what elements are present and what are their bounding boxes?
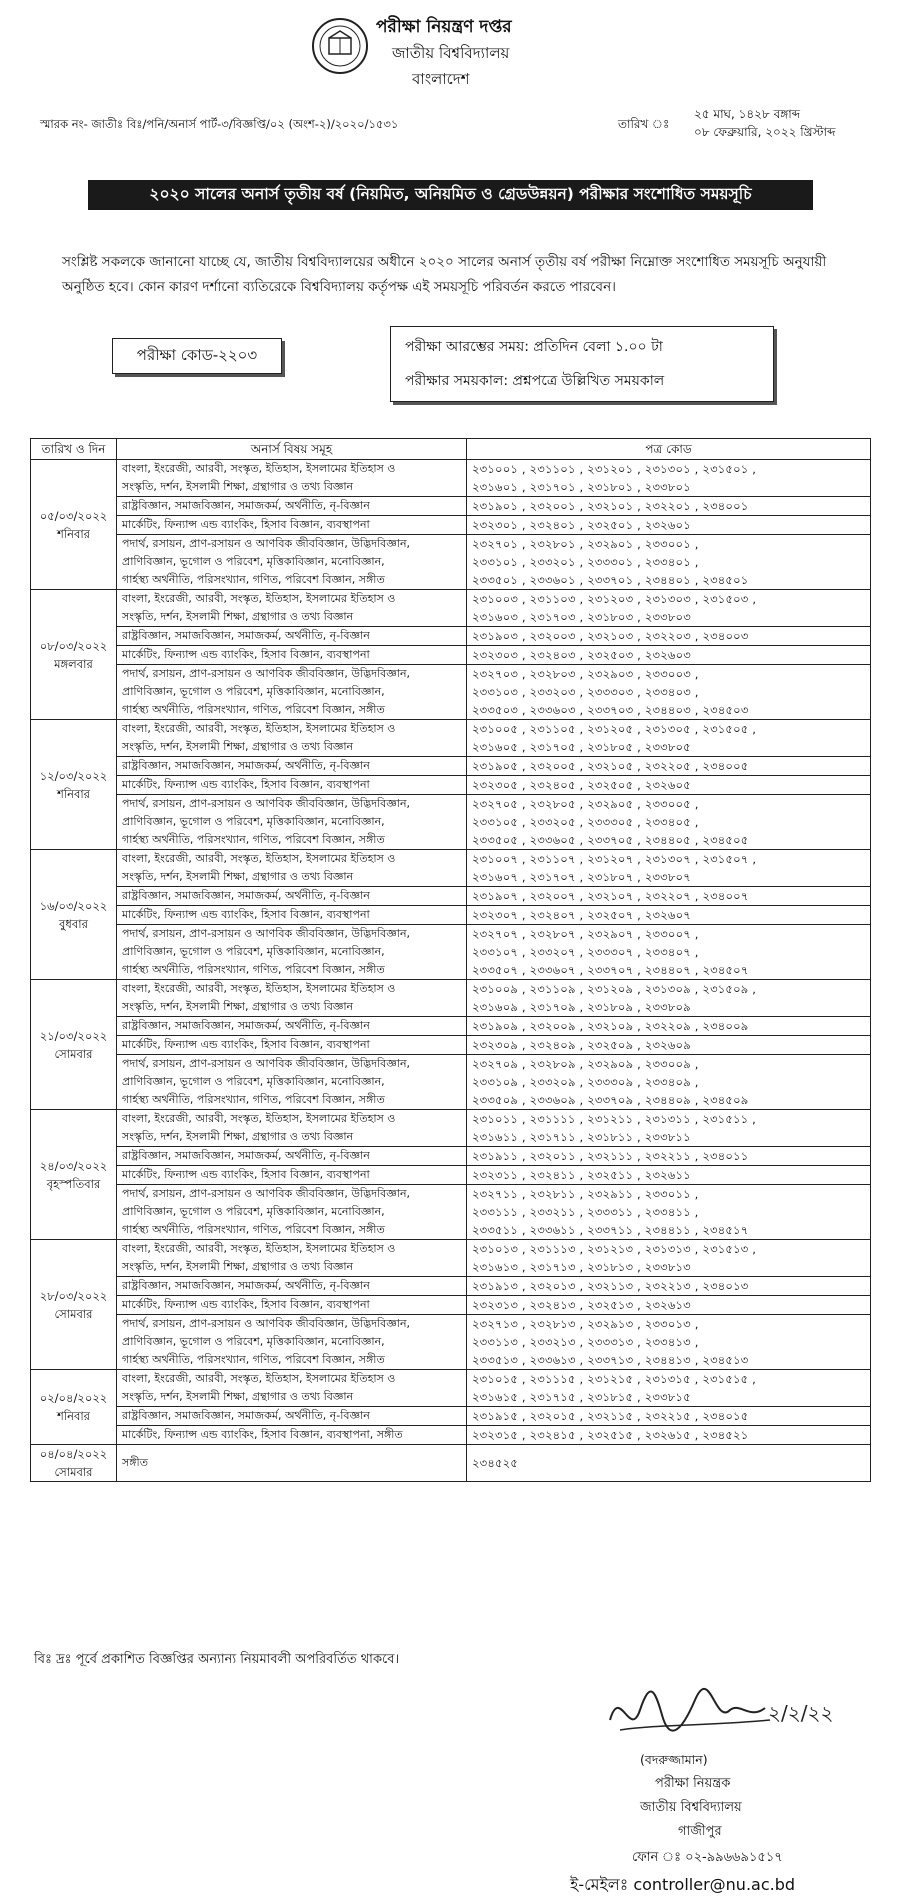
table-row <box>31 906 871 925</box>
country-name: বাংলাদেশ <box>412 70 470 88</box>
exam-schedule-table <box>30 438 871 1482</box>
exam-date: ১২/০৩/২০২২ <box>39 768 108 783</box>
paper-codes-cell: ২৩২৩০৯ , ২৩২৪০৯ , ২৩২৫০৯ , ২৩২৬০৯ <box>467 1036 871 1055</box>
table-row <box>31 850 871 887</box>
subjects-cell: মার্কেটিং, ফিন্যান্স এন্ড ব্যাংকিং, হিসাব বিজ্ঞান, ব্যবস্থাপনা <box>117 1296 467 1315</box>
subjects-cell: মার্কেটিং, ফিন্যান্স এন্ড ব্যাংকিং, হিসাব বিজ্ঞান, ব্যবস্থাপনা <box>117 1166 467 1185</box>
subjects-cell: সঙ্গীত <box>117 1445 467 1482</box>
table-row <box>31 1445 871 1482</box>
subjects-cell: মার্কেটিং, ফিন্যান্স এন্ড ব্যাংকিং, হিসাব বিজ্ঞান, ব্যবস্থাপনা <box>117 646 467 665</box>
exam-date: ০৫/০৩/২০২২ <box>39 508 108 523</box>
subjects-cell: বাংলা, ইংরেজী, আরবী, সংস্কৃত, ইতিহাস, ইসলামের ইতিহাস ও সংস্কৃতি, দর্শন, ইসলামী শিক্ষা, গ্রন্থাগার ও তথ্য বিজ্ঞান <box>117 980 467 1017</box>
signatory-university: জাতীয় বিশ্ববিদ্যালয় <box>640 1800 742 1815</box>
paper-codes-cell: ২৩৪৫২৫ <box>467 1445 871 1482</box>
exam-date-cell <box>31 1240 117 1370</box>
exam-date: ০২/০৪/২০২২ <box>39 1391 108 1405</box>
paper-codes-cell: ২৩২৭১১ , ২৩২৮১১ , ২৩২৯১১ , ২৩৩০১১ , ২৩৩১১১ , ২৩৩২১১ , ২৩৩৩১১ , ২৩৩৪১১ , ২৩৩৫১১ , ২৩৩৬১১ , ২৩৩৭১১ , ২৩৪৪১১ , ২৩৪৫১৭ <box>467 1185 871 1240</box>
signature-date-scribble: ২/২/২২ <box>768 1701 834 1725</box>
subjects-cell: মার্কেটিং, ফিন্যান্স এন্ড ব্যাংকিং, হিসাব বিজ্ঞান, ব্যবস্থাপনা <box>117 776 467 795</box>
table-row <box>31 980 871 1017</box>
signatory-place: গাজীপুর <box>678 1824 722 1839</box>
paper-codes-cell: ২৩২৩০৫ , ২৩২৪০৫ , ২৩২৫০৫ , ২৩২৬০৫ <box>467 776 871 795</box>
subjects-cell: বাংলা, ইংরেজী, আরবী, সংস্কৃত, ইতিহাস, ইসলামের ইতিহাস ও সংস্কৃতি, দর্শন, ইসলামী শিক্ষা, গ্রন্থাগার ও তথ্য বিজ্ঞান <box>117 850 467 887</box>
paper-codes-cell: ২৩২৩০৭ , ২৩২৪০৭ , ২৩২৫০৭ , ২৩২৬০৭ <box>467 906 871 925</box>
subjects-cell: পদার্থ, রসায়ন, প্রাণ-রসায়ন ও আণবিক জীববিজ্ঞান, উদ্ভিদবিজ্ঞান, প্রাণিবিজ্ঞান, ভূগোল ও পরিবেশ, মৃত্তিকাবিজ্ঞান, মনোবিজ্ঞান, গার্হস্থ্য অর্থনীতি, পরিসংখ্যান, গণিত, পরিবেশ বিজ্ঞান, সঙ্গীত <box>117 1315 467 1370</box>
table-row <box>31 1426 871 1445</box>
schedule-body <box>31 460 871 1482</box>
exam-date-cell <box>31 590 117 720</box>
exam-day: শনিবার <box>56 526 91 541</box>
signatory-name: (বদরুজ্জামান) <box>640 1752 708 1767</box>
table-row <box>31 1166 871 1185</box>
table-row <box>31 646 871 665</box>
date-english: ০৮ ফেব্রুয়ারি, ২০২২ খ্রিস্টাব্দ <box>694 125 836 139</box>
subjects-cell: পদার্থ, রসায়ন, প্রাণ-রসায়ন ও আণবিক জীববিজ্ঞান, উদ্ভিদবিজ্ঞান, প্রাণিবিজ্ঞান, ভূগোল ও পরিবেশ, মৃত্তিকাবিজ্ঞান, মনোবিজ্ঞান, গার্হস্থ্য অর্থনীতি, পরিসংখ্যান, গণিত, পরিবেশ বিজ্ঞান, সঙ্গীত <box>117 1055 467 1110</box>
notice-body: সংশ্লিষ্ট সকলকে জানানো যাচ্ছে যে, জাতীয় বিশ্ববিদ্যালয়ের অধীনে ২০২০ সালের অনার্স তৃতীয় বর্ষ পরীক্ষা নিম্নোক্ত সংশোধিত সময়সূচি অনুযায়ী অনুষ্ঠিত হবে। কোন কারণ দর্শানো ব্যতিরেকে বিশ্ববিদ্যালয় কর্তৃপক্ষ এই সময়সূচি পরিবর্তন করতে পারবেন। <box>62 254 827 295</box>
paper-codes-cell: ২৩২৩১১ , ২৩২৪১১ , ২৩২৫১১ , ২৩২৬১১ <box>467 1166 871 1185</box>
exam-date-cell <box>31 1445 117 1482</box>
subjects-cell: মার্কেটিং, ফিন্যান্স এন্ড ব্যাংকিং, হিসাব বিজ্ঞান, ব্যবস্থাপনা, সঙ্গীত <box>117 1426 467 1445</box>
table-row <box>31 1296 871 1315</box>
signatory-email: ই-মেইলঃ controller@nu.ac.bd <box>570 1875 796 1894</box>
exam-date-cell <box>31 460 117 590</box>
paper-codes-cell: ২৩১৯০১ , ২৩২০০১ , ২৩২১০১ , ২৩২২০১ , ২৩৪০০১ <box>467 497 871 516</box>
subjects-cell: বাংলা, ইংরেজী, আরবী, সংস্কৃত, ইতিহাস, ইসলামের ইতিহাস ও সংস্কৃতি, দর্শন, ইসলামী শিক্ষা, গ্রন্থাগার ও তথ্য বিজ্ঞান <box>117 720 467 757</box>
table-row <box>31 1147 871 1166</box>
subjects-cell: পদার্থ, রসায়ন, প্রাণ-রসায়ন ও আণবিক জীববিজ্ঞান, উদ্ভিদবিজ্ঞান, প্রাণিবিজ্ঞান, ভূগোল ও পরিবেশ, মৃত্তিকাবিজ্ঞান, মনোবিজ্ঞান, গার্হস্থ্য অর্থনীতি, পরিসংখ্যান, গণিত, পরিবেশ বিজ্ঞান, সঙ্গীত <box>117 795 467 850</box>
subjects-cell: পদার্থ, রসায়ন, প্রাণ-রসায়ন ও আণবিক জীববিজ্ঞান, উদ্ভিদবিজ্ঞান, প্রাণিবিজ্ঞান, ভূগোল ও পরিবেশ, মৃত্তিকাবিজ্ঞান, মনোবিজ্ঞান, গার্হস্থ্য অর্থনীতি, পরিসংখ্যান, গণিত, পরিবেশ বিজ্ঞান, সঙ্গীত <box>117 925 467 980</box>
paper-codes-cell: ২৩২৩০৩ , ২৩২৪০৩ , ২৩২৫০৩ , ২৩২৬০৩ <box>467 646 871 665</box>
exam-date-cell <box>31 720 117 850</box>
paper-codes-cell: ২৩১০১১ , ২৩১১১১ , ২৩১২১১ , ২৩১৩১১ , ২৩১৫১১ , ২৩১৬১১ , ২৩১৭১১ , ২৩১৮১১ , ২৩৩৮১১ <box>467 1110 871 1147</box>
paper-codes-cell: ২৩১৯১৩ , ২৩২০১৩ , ২৩২১১৩ , ২৩২২১৩ , ২৩৪০১৩ <box>467 1277 871 1296</box>
table-row <box>31 627 871 646</box>
subjects-cell: পদার্থ, রসায়ন, প্রাণ-রসায়ন ও আণবিক জীববিজ্ঞান, উদ্ভিদবিজ্ঞান, প্রাণিবিজ্ঞান, ভূগোল ও পরিবেশ, মৃত্তিকাবিজ্ঞান, মনোবিজ্ঞান, গার্হস্থ্য অর্থনীতি, পরিসংখ্যান, গণিত, পরিবেশ বিজ্ঞান, সঙ্গীত <box>117 1185 467 1240</box>
signature-image <box>600 1680 850 1742</box>
office-name: পরীক্ষা নিয়ন্ত্রণ দপ্তর <box>376 17 512 37</box>
subjects-cell: রাষ্ট্রবিজ্ঞান, সমাজবিজ্ঞান, সমাজকর্ম, অর্থনীতি, নৃ-বিজ্ঞান <box>117 1147 467 1166</box>
paper-codes-cell: ২৩২৩০১ , ২৩২৪০১ , ২৩২৫০১ , ২৩২৬০১ <box>467 516 871 535</box>
signatory-phone: ফোন ঃ ০২-৯৯৬৬৯১৫১৭ <box>632 1850 783 1865</box>
date-bangla: ২৫ মাঘ, ১৪২৮ বঙ্গাব্দ <box>694 107 801 121</box>
subjects-cell: রাষ্ট্রবিজ্ঞান, সমাজবিজ্ঞান, সমাজকর্ম, অর্থনীতি, নৃ-বিজ্ঞান <box>117 1277 467 1296</box>
subjects-cell: মার্কেটিং, ফিন্যান্স এন্ড ব্যাংকিং, হিসাব বিজ্ঞান, ব্যবস্থাপনা <box>117 906 467 925</box>
paper-codes-cell: ২৩২৩১৫ , ২৩২৪১৫ , ২৩২৫১৫ , ২৩২৬১৫ , ২৩৪৫২১ <box>467 1426 871 1445</box>
table-row <box>31 516 871 535</box>
date-label: তারিখ ঃ <box>618 117 670 131</box>
exam-date-cell <box>31 1110 117 1240</box>
university-seal-icon <box>310 16 370 76</box>
subjects-cell: বাংলা, ইংরেজী, আরবী, সংস্কৃত, ইতিহাস, ইসলামের ইতিহাস ও সংস্কৃতি, দর্শন, ইসলামী শিক্ষা, গ্রন্থাগার ও তথ্য বিজ্ঞান <box>117 1370 467 1407</box>
exam-date: ১৬/০৩/২০২২ <box>39 898 108 913</box>
paper-codes-cell: ২৩২৭০৭ , ২৩২৮০৭ , ২৩২৯০৭ , ২৩৩০০৭ , ২৩৩১০৭ , ২৩৩২০৭ , ২৩৩৩০৭ , ২৩৩৪০৭ , ২৩৩৫০৭ , ২৩৩৬০৭ , ২৩৩৭০৭ , ২৩৪৪০৭ , ২৩৪৫০৭ <box>467 925 871 980</box>
table-row <box>31 1370 871 1407</box>
exam-code-box: পরীক্ষা কোড-২২০৩ <box>112 338 282 374</box>
footnote: বিঃ দ্রঃ পূর্বে প্রকাশিত বিজ্ঞপ্তির অন্যান্য নিয়মাবলী অপরিবর্তিত থাকবে। <box>34 1652 400 1667</box>
paper-codes-cell: ২৩১৯০৭ , ২৩২০০৭ , ২৩২১০৭ , ২৩২২০৭ , ২৩৪০০৭ <box>467 887 871 906</box>
exam-day: সোমবার <box>54 1306 93 1321</box>
exam-date: ০৪/০৪/২০২২ <box>39 1447 108 1461</box>
paper-codes-cell: ২৩২৭০৯ , ২৩২৮০৯ , ২৩২৯০৯ , ২৩৩০০৯ , ২৩৩১০৯ , ২৩৩২০৯ , ২৩৩৩০৯ , ২৩৩৪০৯ , ২৩৩৫০৯ , ২৩৩৬০৯ , ২৩৩৭০৯ , ২৩৪৪০৯ , ২৩৪৫০৯ <box>467 1055 871 1110</box>
table-header-row <box>31 439 871 460</box>
paper-codes-cell: ২৩২৩১৩ , ২৩২৪১৩ , ২৩২৫১৩ , ২৩২৬১৩ <box>467 1296 871 1315</box>
table-row <box>31 1240 871 1277</box>
paper-codes-cell: ২৩১০০৯ , ২৩১১০৯ , ২৩১২০৯ , ২৩১৩০৯ , ২৩১৫০৯ , ২৩১৬০৯ , ২৩১৭০৯ , ২৩১৮০৯ , ২৩৩৮০৯ <box>467 980 871 1017</box>
paper-codes-cell: ২৩১৯০৯ , ২৩২০০৯ , ২৩২১০৯ , ২৩২২০৯ , ২৩৪০০৯ <box>467 1017 871 1036</box>
paper-codes-cell: ২৩২৭০৫ , ২৩২৮০৫ , ২৩২৯০৫ , ২৩৩০০৫ , ২৩৩১০৫ , ২৩৩২০৫ , ২৩৩৩০৫ , ২৩৩৪০৫ , ২৩৩৫০৫ , ২৩৩৬০৫ , ২৩৩৭০৫ , ২৩৪৪০৫ , ২৩৪৫০৫ <box>467 795 871 850</box>
subjects-cell: বাংলা, ইংরেজী, আরবী, সংস্কৃত, ইতিহাস, ইসলামের ইতিহাস ও সংস্কৃতি, দর্শন, ইসলামী শিক্ষা, গ্রন্থাগার ও তথ্য বিজ্ঞান <box>117 460 467 497</box>
paper-codes-cell: ২৩১০১৩ , ২৩১১১৩ , ২৩১২১৩ , ২৩১৩১৩ , ২৩১৫১৩ , ২৩১৬১৩ , ২৩১৭১৩ , ২৩১৮১৩ , ২৩৩৮১৩ <box>467 1240 871 1277</box>
table-row <box>31 1036 871 1055</box>
exam-day: সোমবার <box>54 1465 93 1479</box>
exam-day: শনিবার <box>56 786 91 801</box>
exam-day: বৃহস্পতিবার <box>46 1176 101 1191</box>
subjects-cell: বাংলা, ইংরেজী, আরবী, সংস্কৃত, ইতিহাস, ইসলামের ইতিহাস ও সংস্কৃতি, দর্শন, ইসলামী শিক্ষা, গ্রন্থাগার ও তথ্য বিজ্ঞান <box>117 1240 467 1277</box>
paper-codes-cell: ২৩১০০৩ , ২৩১১০৩ , ২৩১২০৩ , ২৩১৩০৩ , ২৩১৫০৩ , ২৩১৬০৩ , ২৩১৭০৩ , ২৩১৮০৩ , ২৩৩৮০৩ <box>467 590 871 627</box>
signatory-title: পরীক্ষা নিয়ন্ত্রক <box>655 1776 731 1791</box>
header-subjects: অনার্স বিষয় সমূহ <box>117 439 467 460</box>
paper-codes-cell: ২৩১৯০৫ , ২৩২০০৫ , ২৩২১০৫ , ২৩২২০৫ , ২৩৪০০৫ <box>467 757 871 776</box>
subjects-cell: রাষ্ট্রবিজ্ঞান, সমাজবিজ্ঞান, সমাজকর্ম, অর্থনীতি, নৃ-বিজ্ঞান <box>117 1017 467 1036</box>
exam-day: বুধবার <box>59 916 88 931</box>
table-row <box>31 887 871 906</box>
exam-date: ২৪/০৩/২০২২ <box>39 1158 108 1173</box>
exam-day: শনিবার <box>56 1409 91 1423</box>
table-row <box>31 497 871 516</box>
memo-number: স্মারক নং- জাতীঃ বিঃ/পনি/অনার্স পার্ট-৩/বিজ্ঞপ্তি/০২ (অংশ-২)/২০২০/১৫৩১ <box>40 117 399 131</box>
exam-date: ২৮/০৩/২০২২ <box>39 1288 108 1303</box>
subjects-cell: রাষ্ট্রবিজ্ঞান, সমাজবিজ্ঞান, সমাজকর্ম, অর্থনীতি, নৃ-বিজ্ঞান <box>117 627 467 646</box>
table-row <box>31 535 871 590</box>
subjects-cell: মার্কেটিং, ফিন্যান্স এন্ড ব্যাংকিং, হিসাব বিজ্ঞান, ব্যবস্থাপনা <box>117 516 467 535</box>
exam-date-cell <box>31 1370 117 1445</box>
exam-day: সোমবার <box>54 1046 93 1061</box>
table-row <box>31 1315 871 1370</box>
table-row <box>31 460 871 497</box>
paper-codes-cell: ২৩১০১৫ , ২৩১১১৫ , ২৩১২১৫ , ২৩১৩১৫ , ২৩১৫১৫ , ২৩১৬১৫ , ২৩১৭১৫ , ২৩১৮১৫ , ২৩৩৮১৫ <box>467 1370 871 1407</box>
university-name: জাতীয় বিশ্ববিদ্যালয় <box>392 44 510 62</box>
paper-codes-cell: ২৩১৯১৫ , ২৩২০১৫ , ২৩২১১৫ , ২৩২২১৫ , ২৩৪০১৫ <box>467 1407 871 1426</box>
subjects-cell: রাষ্ট্রবিজ্ঞান, সমাজবিজ্ঞান, সমাজকর্ম, অর্থনীতি, নৃ-বিজ্ঞান <box>117 757 467 776</box>
notice-title: ২০২০ সালের অনার্স তৃতীয় বর্ষ (নিয়মিত, অনিয়মিত ও গ্রেডউন্নয়ন) পরীক্ষার সংশোধিত সময়সূচি <box>88 180 813 210</box>
exam-date: ২১/০৩/২০২২ <box>39 1028 108 1043</box>
paper-codes-cell: ২৩১৯০৩ , ২৩২০০৩ , ২৩২১০৩ , ২৩২২০৩ , ২৩৪০০৩ <box>467 627 871 646</box>
table-row <box>31 795 871 850</box>
paper-codes-cell: ২৩১৯১১ , ২৩২০১১ , ২৩২১১১ , ২৩২২১১ , ২৩৪০১১ <box>467 1147 871 1166</box>
table-row <box>31 1185 871 1240</box>
exam-day: মঙ্গলবার <box>54 656 93 671</box>
paper-codes-cell: ২৩১০০১ , ২৩১১০১ , ২৩১২০১ , ২৩১৩০১ , ২৩১৫০১ , ২৩১৬০১ , ২৩১৭০১ , ২৩১৮০১ , ২৩৩৮০১ <box>467 460 871 497</box>
subjects-cell: বাংলা, ইংরেজী, আরবী, সংস্কৃত, ইতিহাস, ইসলামের ইতিহাস ও সংস্কৃতি, দর্শন, ইসলামী শিক্ষা, গ্রন্থাগার ও তথ্য বিজ্ঞান <box>117 590 467 627</box>
subjects-cell: রাষ্ট্রবিজ্ঞান, সমাজবিজ্ঞান, সমাজকর্ম, অর্থনীতি, নৃ-বিজ্ঞান <box>117 887 467 906</box>
exam-time-box <box>390 326 774 402</box>
table-row <box>31 1055 871 1110</box>
paper-codes-cell: ২৩১০০৭ , ২৩১১০৭ , ২৩১২০৭ , ২৩১৩০৭ , ২৩১৫০৭ , ২৩১৬০৭ , ২৩১৭০৭ , ২৩১৮০৭ , ২৩৩৮০৭ <box>467 850 871 887</box>
exam-start-time: পরীক্ষা আরম্ভের সময়: প্রতিদিন বেলা ১.০০ টা <box>405 339 663 355</box>
header-date: তারিখ ও দিন <box>31 439 117 460</box>
table-row <box>31 776 871 795</box>
table-row <box>31 1110 871 1147</box>
table-row <box>31 757 871 776</box>
subjects-cell: পদার্থ, রসায়ন, প্রাণ-রসায়ন ও আণবিক জীববিজ্ঞান, উদ্ভিদবিজ্ঞান, প্রাণিবিজ্ঞান, ভূগোল ও পরিবেশ, মৃত্তিকাবিজ্ঞান, মনোবিজ্ঞান, গার্হস্থ্য অর্থনীতি, পরিসংখ্যান, গণিত, পরিবেশ বিজ্ঞান, সঙ্গীত <box>117 665 467 720</box>
exam-duration: পরীক্ষার সময়কাল: প্রশ্নপত্রে উল্লিখিত সময়কাল <box>405 373 665 389</box>
table-row <box>31 1017 871 1036</box>
subjects-cell: পদার্থ, রসায়ন, প্রাণ-রসায়ন ও আণবিক জীববিজ্ঞান, উদ্ভিদবিজ্ঞান, প্রাণিবিজ্ঞান, ভূগোল ও পরিবেশ, মৃত্তিকাবিজ্ঞান, মনোবিজ্ঞান, গার্হস্থ্য অর্থনীতি, পরিসংখ্যান, গণিত, পরিবেশ বিজ্ঞান, সঙ্গীত <box>117 535 467 590</box>
table-row <box>31 720 871 757</box>
paper-codes-cell: ২৩২৭০৩ , ২৩২৮০৩ , ২৩২৯০৩ , ২৩৩০০৩ , ২৩৩১০৩ , ২৩৩২০৩ , ২৩৩৩০৩ , ২৩৩৪০৩ , ২৩৩৫০৩ , ২৩৩৬০৩ , ২৩৩৭০৩ , ২৩৪৪০৩ , ২৩৪৫০৩ <box>467 665 871 720</box>
paper-codes-cell: ২৩২৭০১ , ২৩২৮০১ , ২৩২৯০১ , ২৩৩০০১ , ২৩৩১০১ , ২৩৩২০১ , ২৩৩৩০১ , ২৩৩৪০১ , ২৩৩৫০১ , ২৩৩৬০১ , ২৩৩৭০১ , ২৩৪৪০১ , ২৩৪৫০১ <box>467 535 871 590</box>
exam-date-cell <box>31 850 117 980</box>
table-row <box>31 1277 871 1296</box>
table-row <box>31 590 871 627</box>
table-row <box>31 925 871 980</box>
paper-codes-cell: ২৩২৭১৩ , ২৩২৮১৩ , ২৩২৯১৩ , ২৩৩০১৩ , ২৩৩১১৩ , ২৩৩২১৩ , ২৩৩৩১৩ , ২৩৩৪১৩ , ২৩৩৫১৩ , ২৩৩৬১৩ , ২৩৩৭১৩ , ২৩৪৪১৩ , ২৩৪৫১৩ <box>467 1315 871 1370</box>
exam-date: ০৮/০৩/২০২২ <box>39 638 108 653</box>
header-codes: পত্র কোড <box>467 439 871 460</box>
subjects-cell: মার্কেটিং, ফিন্যান্স এন্ড ব্যাংকিং, হিসাব বিজ্ঞান, ব্যবস্থাপনা <box>117 1036 467 1055</box>
subjects-cell: রাষ্ট্রবিজ্ঞান, সমাজবিজ্ঞান, সমাজকর্ম, অর্থনীতি, নৃ-বিজ্ঞান <box>117 1407 467 1426</box>
table-row <box>31 1407 871 1426</box>
subjects-cell: রাষ্ট্রবিজ্ঞান, সমাজবিজ্ঞান, সমাজকর্ম, অর্থনীতি, নৃ-বিজ্ঞান <box>117 497 467 516</box>
subjects-cell: বাংলা, ইংরেজী, আরবী, সংস্কৃত, ইতিহাস, ইসলামের ইতিহাস ও সংস্কৃতি, দর্শন, ইসলামী শিক্ষা, গ্রন্থাগার ও তথ্য বিজ্ঞান <box>117 1110 467 1147</box>
table-row <box>31 665 871 720</box>
letterhead <box>310 12 610 92</box>
paper-codes-cell: ২৩১০০৫ , ২৩১১০৫ , ২৩১২০৫ , ২৩১৩০৫ , ২৩১৫০৫ , ২৩১৬০৫ , ২৩১৭০৫ , ২৩১৮০৫ , ২৩৩৮০৫ <box>467 720 871 757</box>
exam-date-cell <box>31 980 117 1110</box>
